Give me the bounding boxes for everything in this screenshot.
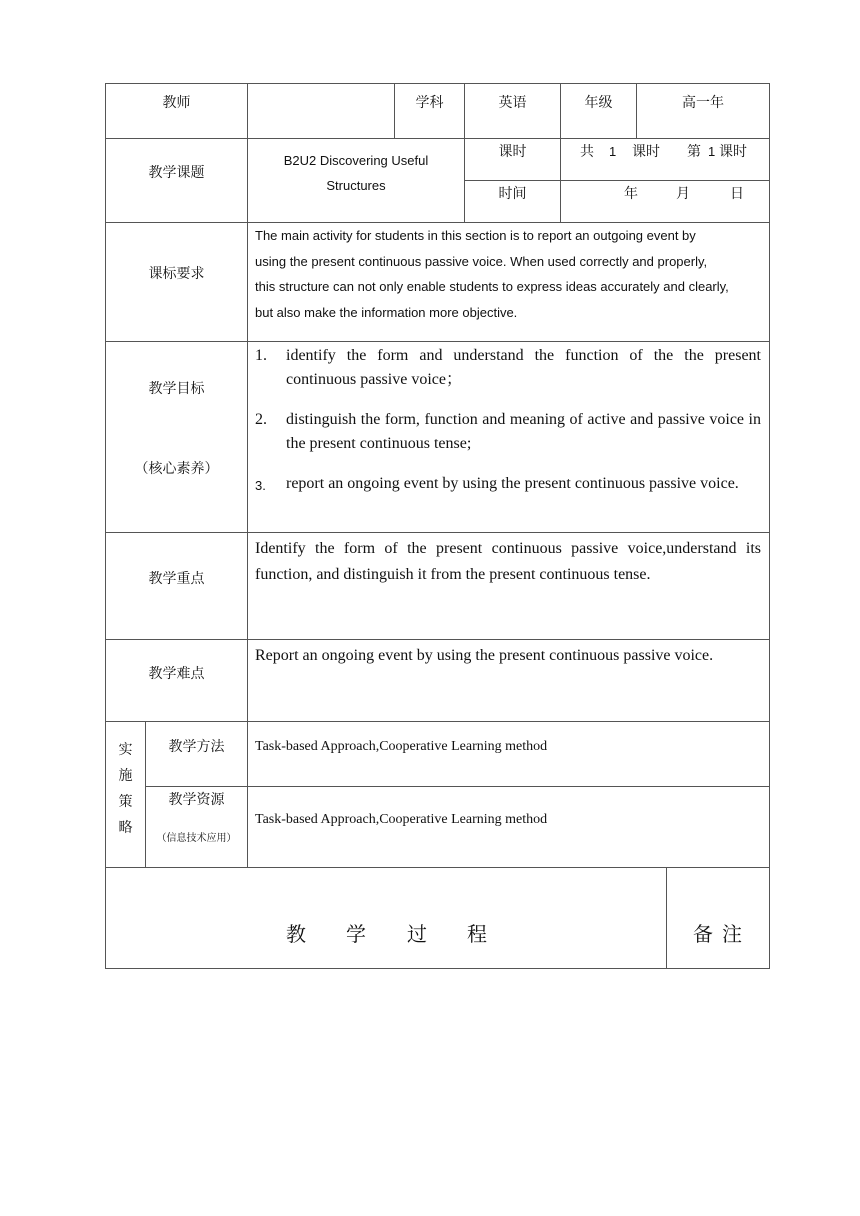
resource-label: 教学资源 — [168, 792, 225, 808]
subject-value: 英语 — [498, 95, 527, 111]
resource-value: Task-based Approach,Cooperative Learning method — [255, 812, 548, 827]
difficulties-label: 教学难点 — [148, 666, 205, 682]
period-label: 课时 — [498, 144, 527, 160]
curriculum-text: The main activity for students in this section is to report an outgoing event by using the present continuous passive voice. When used correctly and properly, this structure can not only enable students to express ideas accurately and clearly, but also make the information more objective. — [255, 228, 729, 320]
objectives-sublabel: （核心素养） — [134, 461, 219, 477]
objective-item: 1. identify the form and understand the function of the the present continuous passive voice； — [255, 347, 761, 388]
key-points-label: 教学重点 — [148, 571, 205, 587]
method-value: Task-based Approach,Cooperative Learning method — [255, 739, 548, 754]
topic-value-line1: B2U2 Discovering Useful — [283, 153, 429, 168]
objective-item: 3. report an ongoing event by using the present continuous passive voice. — [255, 475, 739, 493]
topic-value-line2: Structures — [326, 178, 386, 193]
key-points-text: Identify the form of the present continuous passive voice,understand its function, and distinguish it from the present continuous tense. — [255, 540, 761, 583]
objectives-label: 教学目标 — [148, 381, 205, 397]
grade-label: 年级 — [584, 95, 613, 111]
objective-item: 2. distinguish the form, function and meaning of active and passive voice in the present continuous tense; — [255, 411, 761, 452]
topic-label: 教学课题 — [148, 165, 205, 181]
curriculum-label: 课标要求 — [148, 266, 205, 282]
teacher-label: 教师 — [162, 95, 191, 111]
grade-value: 高一年 — [682, 95, 724, 111]
subject-label: 学科 — [415, 95, 444, 111]
time-label: 时间 — [498, 186, 527, 202]
method-label: 教学方法 — [168, 739, 225, 755]
lesson-plan-page: 教师 学科 英语 年级 高一年 教学课题 B2U2 Discovering Useful Structures 课时 共 1 课时 第 1 课时 时间 年 月 日 课标要求 The main activity for students in this section is to report an outgoing event by using the present continuous passive voice. When used correctly and properly, this structure can not only enable students to express ideas accurately and clearly, but also make the information more objective. 教学目标 （核心素养） 1. identify the form and understand the function of the the present continuous passive voice； 2. distinguish the form, function and meaning of active and passive voice in the present continuous tense; 3. report an ongoing event by using the present continuous passive voice. 教学重点 Identify the form of the present continuous passive voice,understand its function, and distinguish it from the present continuous tense. 教学难点 Report an ongoing event by using the present continuous passive voice. 实 施 策 略 教学方法 Task-based Approach,Cooperative Learning method 教学资源 （信息技术应用） Task-based Approach,Cooperative Learning method 教 学 过 程 备 注 — [0, 0, 860, 1216]
resource-sublabel: （信息技术应用） — [156, 833, 237, 844]
difficulties-text: Report an ongoing event by using the present continuous passive voice. — [255, 647, 714, 664]
